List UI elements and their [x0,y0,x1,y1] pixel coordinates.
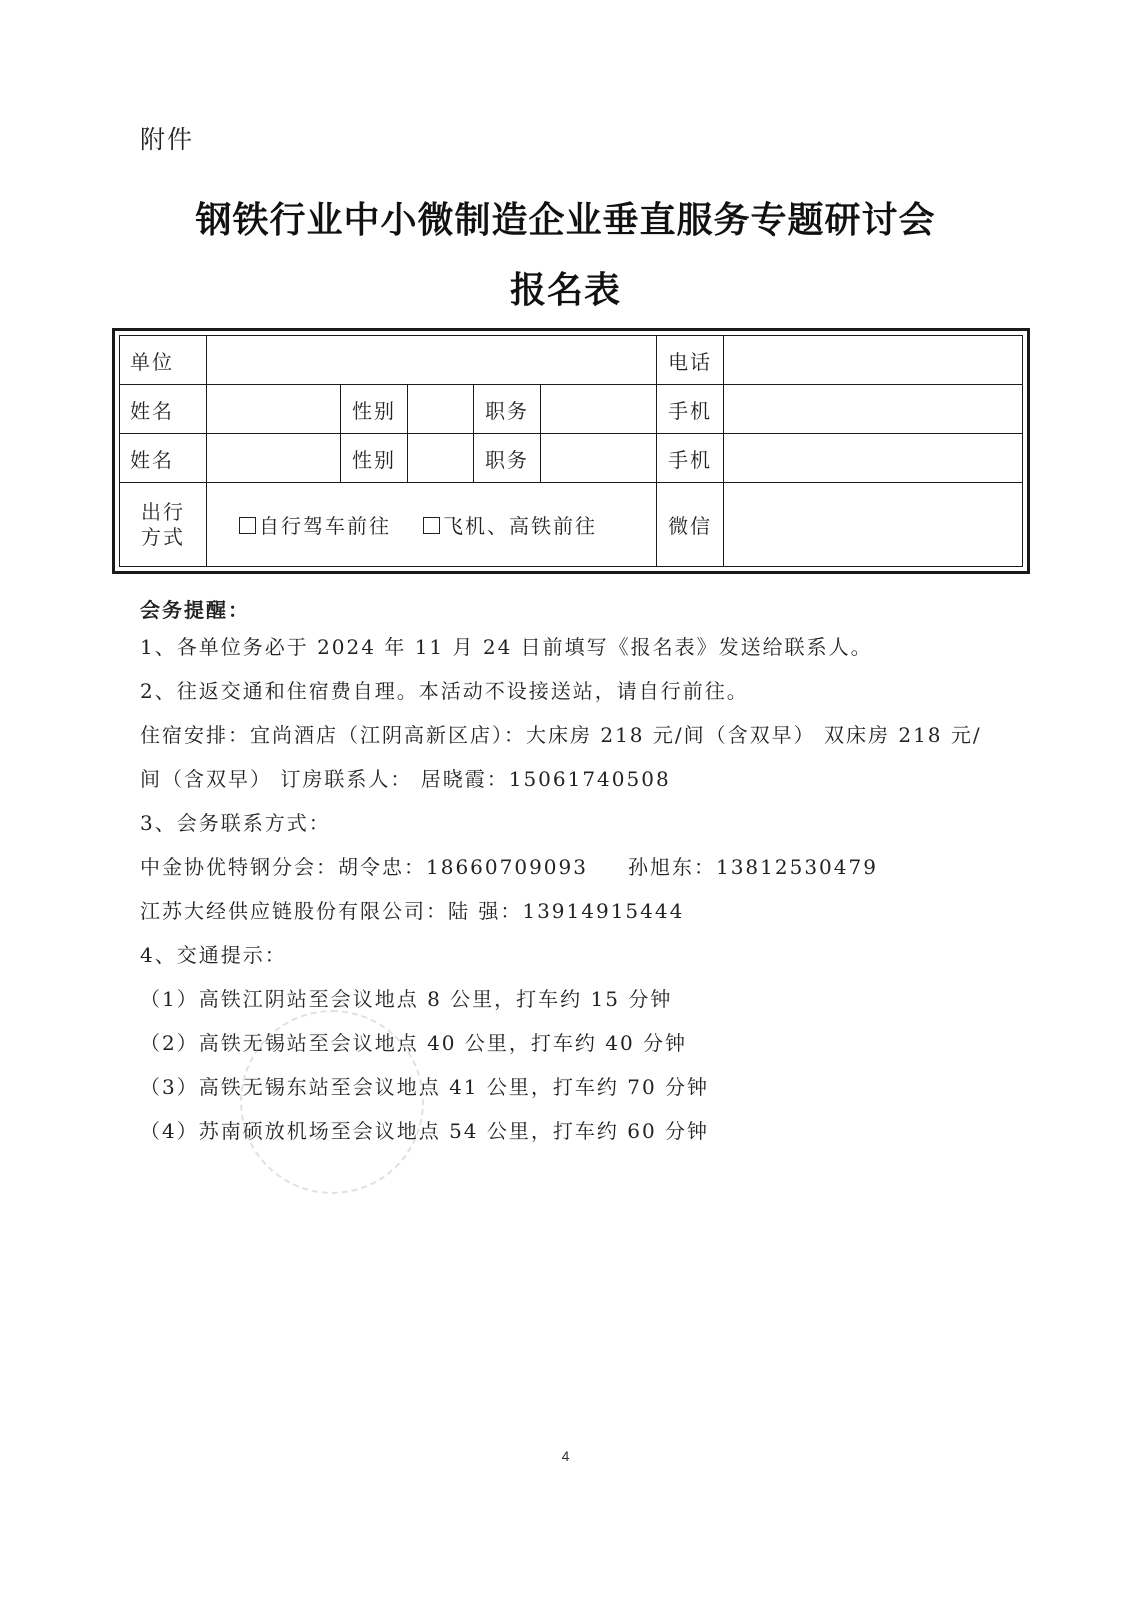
lodging-line-2: 间（含双早） 订房联系人： 居晓霞：15061740508 [140,767,671,791]
position-field-1[interactable] [541,385,657,434]
gender-label: 性别 [341,434,408,483]
document-title: 钢铁行业中小微制造企业垂直服务专题研讨会 [195,200,936,241]
phone-field[interactable] [724,336,1023,385]
self-drive-label: 自行驾车前往 [259,514,391,539]
note-item-4: 4、交通提示： [140,943,287,967]
table-row [120,336,1023,385]
position-field-2[interactable] [541,434,657,483]
contact-line-2: 江苏大经供应链股份有限公司：陆 强：13914915444 [140,899,685,923]
contact-line-1 [140,852,982,896]
plane-rail-option[interactable] [423,514,597,538]
travel-mode-label [120,483,207,567]
note-item-1: 1、各单位务必于 2024 年 11 月 24 日前填写《报名表》发送给联系人。 [140,635,873,659]
note-item-2: 2、往返交通和住宿费自理。本活动不设接送站，请自行前往。 [140,679,749,703]
name-label: 姓名 [120,385,207,434]
traffic-item: （4）苏南硕放机场至会议地点 54 公里，打车约 60 分钟 [140,1119,710,1143]
table-row [120,483,1023,567]
name-label: 姓名 [120,434,207,483]
position-label: 职务 [474,385,541,434]
registration-form [112,328,1030,574]
checkbox-icon[interactable] [239,517,256,534]
checkbox-icon[interactable] [423,517,440,534]
attachment-label: 附件 [140,125,195,154]
notes-heading: 会务提醒： [140,598,250,622]
mobile-label: 手机 [657,385,724,434]
phone-label: 电话 [657,336,724,385]
traffic-item: （3）高铁无锡东站至会议地点 41 公里，打车约 70 分钟 [140,1075,710,1099]
lodging-line-1: 住宿安排：宜尚酒店（江阴高新区店）：大床房 218 元/间（含双早） 双床房 218 元/ [140,723,982,747]
unit-label: 单位 [120,336,207,385]
travel-mode-options [207,483,657,567]
contact-1b: 孙旭东：13812530479 [627,855,878,879]
plane-rail-label: 飞机、高铁前往 [443,514,597,539]
mobile-field-1[interactable] [724,385,1023,434]
mobile-field-2[interactable] [724,434,1023,483]
table-row [120,434,1023,483]
gender-field-2[interactable] [408,434,474,483]
position-label: 职务 [474,434,541,483]
gender-label: 性别 [341,385,408,434]
page-number: 4 [561,1448,570,1464]
contact-1a: 中金协优特钢分会：胡令忠：18660709093 [140,855,588,879]
mobile-label: 手机 [657,434,724,483]
note-item-3: 3、会务联系方式： [140,811,331,835]
traffic-item: （2）高铁无锡站至会议地点 40 公里，打车约 40 分钟 [140,1031,688,1055]
wechat-field[interactable] [724,483,1023,567]
meeting-notes [140,598,982,1160]
document-subtitle: 报名表 [509,270,621,311]
traffic-item: （1）高铁江阴站至会议地点 8 公里，打车约 15 分钟 [140,987,673,1011]
self-drive-option[interactable] [239,514,391,538]
unit-field[interactable] [207,336,657,385]
name-field-1[interactable] [207,385,341,434]
wechat-label: 微信 [657,483,724,567]
registration-table [119,335,1023,567]
travel-label-line1: 出行 [141,499,185,524]
table-row [120,385,1023,434]
gender-field-1[interactable] [408,385,474,434]
name-field-2[interactable] [207,434,341,483]
travel-label-line2: 方式 [141,524,185,549]
